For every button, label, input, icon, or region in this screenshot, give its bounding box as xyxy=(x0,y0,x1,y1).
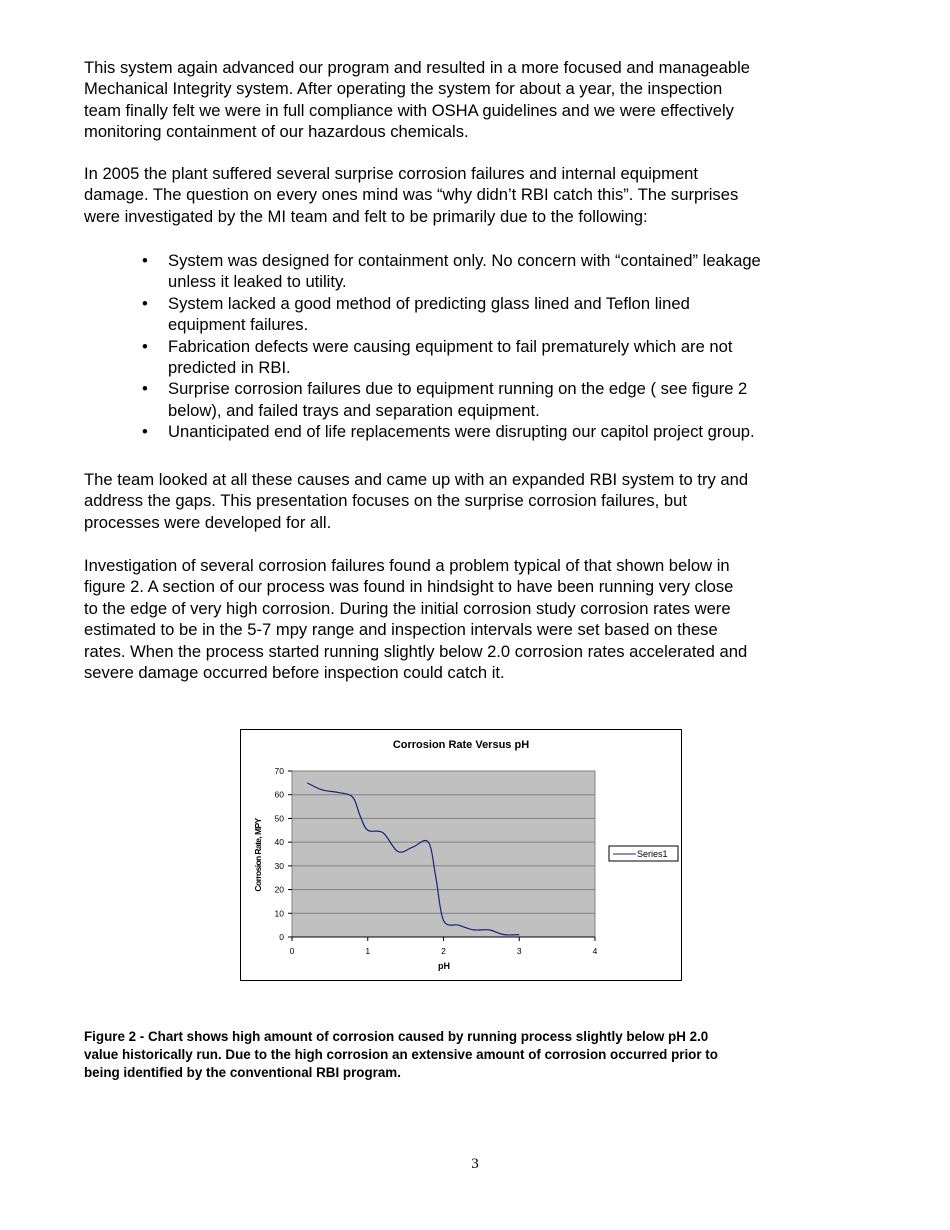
legend xyxy=(609,846,678,861)
plot-area xyxy=(292,771,595,937)
text-line: equipment failures. xyxy=(168,315,309,335)
bullet-icon: • xyxy=(142,251,148,270)
text-line: rates. When the process started running slightly below 2.0 corrosion rates accelerated and xyxy=(84,641,748,661)
x-tick-label: 4 xyxy=(592,946,598,956)
text-line: unless it leaked to utility. xyxy=(168,272,347,292)
paragraph xyxy=(84,163,884,227)
bullet-icon: • xyxy=(142,422,148,442)
paragraph xyxy=(84,469,884,533)
text-line: Mechanical Integrity system. After operating the system for about a year, the inspection xyxy=(84,79,723,99)
bullet-icon: • xyxy=(142,336,148,356)
bullet-list xyxy=(84,250,904,443)
caption-line: value historically run. Due to the high corrosion an extensive amount of corrosion occurred prior to xyxy=(84,1047,718,1062)
text-line: below), and failed trays and separation equipment. xyxy=(168,400,540,420)
text-line: Unanticipated end of life replacements were disrupting our capitol project group. xyxy=(168,422,755,442)
text-line: address the gaps. This presentation focuses on the surprise corrosion failures, but xyxy=(84,491,687,511)
text-line: Fabrication defects were causing equipment to fail prematurely which are not xyxy=(168,336,733,356)
x-axis-label: pH xyxy=(438,961,450,971)
bullet-icon: • xyxy=(142,379,148,399)
text-line: were investigated by the MI team and felt to be primarily due to the following: xyxy=(84,206,648,226)
y-tick-label: 0 xyxy=(279,932,284,942)
text-line: In 2005 the plant suffered several surprise corrosion failures and internal equipment xyxy=(84,164,699,183)
caption-line: being identified by the conventional RBI program. xyxy=(84,1065,401,1080)
x-tick-label: 0 xyxy=(289,946,295,956)
text-line: This system again advanced our program and resulted in a more focused and manageable xyxy=(84,58,750,77)
chart-title: Corrosion Rate Versus pH xyxy=(392,739,530,751)
text-line: figure 2. A section of our process was found in hindsight to have been running very close xyxy=(84,577,734,597)
text-line: System was designed for containment only. No concern with “contained” leakage xyxy=(168,251,761,270)
y-axis-label: Corrosion Rate, MPY xyxy=(253,818,263,892)
text-line: The team looked at all these causes and came up with an expanded RBI system to try and xyxy=(84,470,749,489)
y-tick-label: 50 xyxy=(274,813,284,824)
legend-label: Series1 xyxy=(637,849,668,859)
text-line: processes were developed for all. xyxy=(84,512,332,532)
text-line: System lacked a good method of predicting glass lined and Teflon lined xyxy=(168,293,690,313)
y-tick-label: 10 xyxy=(274,908,284,919)
corrosion-chart xyxy=(240,729,682,981)
bullet-item xyxy=(84,421,904,442)
text-line: team finally felt we were in full compliance with OSHA guidelines and we were effectively xyxy=(84,100,734,120)
x-tick-label: 2 xyxy=(441,946,446,956)
paragraph xyxy=(84,555,884,683)
x-tick-label: 1 xyxy=(365,946,371,956)
page-number: 3 xyxy=(471,1156,479,1172)
bullet-item xyxy=(84,378,904,421)
caption-line: Figure 2 - Chart shows high amount of corrosion caused by running process slightly below pH 2.0 xyxy=(84,1029,709,1044)
y-tick-label: 70 xyxy=(274,766,284,776)
y-tick-label: 60 xyxy=(274,789,284,800)
text-line: Surprise corrosion failures due to equipment running on the edge ( see figure 2 xyxy=(168,379,748,399)
text-line: Investigation of several corrosion failures found a problem typical of that shown below in xyxy=(84,556,730,575)
bullet-item xyxy=(84,336,904,379)
figure-caption xyxy=(84,1028,718,1082)
text-line: damage. The question on every ones mind was “why didn’t RBI catch this”. The surprises xyxy=(84,185,739,205)
bullet-item xyxy=(84,293,904,336)
y-tick-label: 40 xyxy=(274,837,284,848)
bullet-item xyxy=(84,250,904,293)
y-tick-label: 30 xyxy=(274,860,284,871)
text-line: monitoring containment of our hazardous chemicals. xyxy=(84,122,469,142)
text-line: severe damage occurred before inspection could catch it. xyxy=(84,663,505,683)
text-line: to the edge of very high corrosion. During the initial corrosion study corrosion rates were xyxy=(84,598,731,618)
x-tick-label: 3 xyxy=(516,946,522,956)
paragraph xyxy=(84,57,884,143)
bullet-icon: • xyxy=(142,293,148,313)
text-line: predicted in RBI. xyxy=(168,358,291,378)
y-tick-label: 20 xyxy=(274,884,284,895)
text-line: estimated to be in the 5-7 mpy range and inspection intervals were set based on these xyxy=(84,620,718,640)
